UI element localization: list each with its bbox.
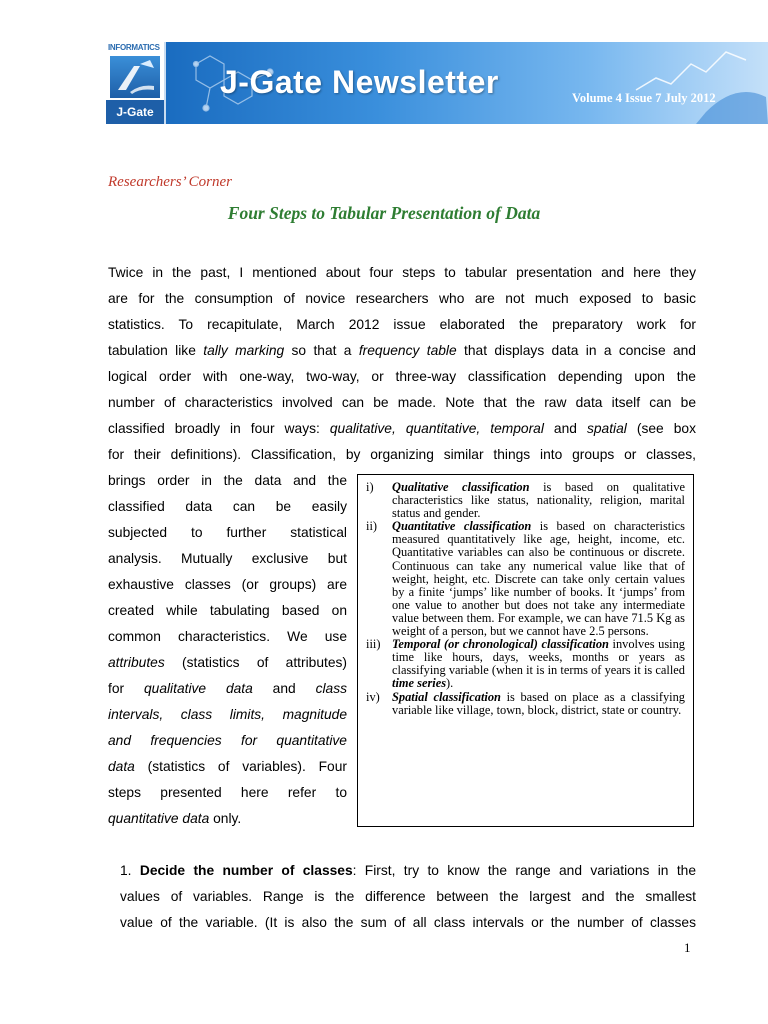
text-line: number of characteristics involved can be made. Note that the raw data itself can be xyxy=(108,395,696,410)
step-1-paragraph xyxy=(120,858,696,936)
emphasis-class: class xyxy=(315,681,347,696)
text-line: analysis. Mutually exclusive but xyxy=(108,551,347,566)
text-line xyxy=(108,650,347,676)
emphasis-qualitative-data: qualitative data xyxy=(143,681,253,696)
emphasis-attributes: attributes xyxy=(108,655,165,670)
emphasis-text: intervals, class limits, magnitude xyxy=(108,707,347,722)
text-line: steps presented here refer to xyxy=(108,785,347,800)
emphasis-spatial: spatial xyxy=(586,421,627,436)
definition-term-time-series: time series xyxy=(392,676,447,691)
text-span: (see box xyxy=(626,421,696,436)
text-line xyxy=(120,858,696,884)
text-span: so that a xyxy=(284,343,359,358)
text-line: created while tabulating based on xyxy=(108,603,347,618)
text-span: (statistics of variables). Four xyxy=(134,759,347,774)
text-line xyxy=(108,702,347,728)
definition-body: is based on qualitative characteristics like status, nationality, religion, marital status and gender. xyxy=(392,480,686,521)
definition-body: involves using time like hours, days, weeks, months or years as classifying variable (when it is in terms of years it is called xyxy=(392,637,685,678)
logo-book-icon xyxy=(110,56,160,98)
text-span: that displays data in a concise and xyxy=(456,343,696,358)
page-number: 1 xyxy=(684,940,691,955)
newsletter-banner xyxy=(106,42,768,124)
intro-paragraph xyxy=(108,260,696,468)
text-line: logical order with one-way, two-way, or three-way classification depending upon the xyxy=(108,369,696,384)
text-line xyxy=(108,416,696,442)
definition-item xyxy=(368,481,685,520)
definition-number: ii) xyxy=(366,519,378,534)
definition-item xyxy=(368,691,685,717)
article-title: Four Steps to Tabular Presentation of Data xyxy=(227,203,541,223)
text-line xyxy=(108,728,347,754)
text-line: exhaustive classes (or groups) are xyxy=(108,577,347,592)
text-span: and xyxy=(543,421,587,436)
text-span: (statistics of attributes) xyxy=(164,655,347,670)
text-span: only. xyxy=(209,811,242,826)
definition-term: Qualitative classification xyxy=(392,480,530,494)
definition-text xyxy=(392,691,685,717)
definition-term: Temporal (or chronological) classification xyxy=(392,637,609,652)
definition-term: Spatial classification xyxy=(392,689,501,704)
text-line: Twice in the past, I mentioned about four steps to tabular presentation and here they xyxy=(108,265,696,280)
issue-info: Volume 4 Issue 7 July 2012 xyxy=(572,91,716,105)
text-span: tabulation like xyxy=(108,343,204,358)
text-line: subjected to further statistical xyxy=(108,525,347,540)
logo-informatics-text: INFORMATICS xyxy=(108,43,160,52)
text-span: and xyxy=(252,681,316,696)
text-line xyxy=(108,806,347,832)
text-line xyxy=(108,338,696,364)
text-line: values of variables. Range is the difference between the largest and the smallest xyxy=(120,889,696,904)
emphasis-quantitative-data: quantitative data xyxy=(108,811,210,826)
section-label: Researchers’ Corner xyxy=(108,174,233,190)
text-span: classified broadly in four ways: xyxy=(108,421,330,436)
text-line: are for the consumption of novice researchers who are not much exposed to basic xyxy=(108,291,696,306)
left-column-paragraph xyxy=(108,468,347,832)
definition-text xyxy=(392,481,685,520)
text-line: value of the variable. (It is also the sum of all class intervals or the number of classes xyxy=(120,915,696,930)
jgate-logo xyxy=(106,42,166,124)
definition-number: iv) xyxy=(366,689,380,704)
definition-body: is based on place as a classifying variable like village, town, block, district, state or country. xyxy=(392,689,685,717)
newsletter-title: J-Gate Newsletter xyxy=(220,64,499,100)
emphasis-classification-types: qualitative, quantitative, temporal xyxy=(329,421,544,436)
emphasis-tally-marking: tally marking xyxy=(203,343,285,358)
definition-number: iii) xyxy=(366,637,381,652)
step-number: 1. xyxy=(120,863,132,878)
text-span: for xyxy=(108,681,144,696)
text-line xyxy=(108,676,347,702)
text-line: for their definitions). Classification, by organizing similar things into groups or classes, xyxy=(108,447,696,462)
definition-text xyxy=(392,638,685,690)
emphasis-text: and frequencies for quantitative xyxy=(108,733,347,748)
definition-text xyxy=(392,520,685,638)
emphasis-frequency-table: frequency table xyxy=(358,343,457,358)
step-heading: Decide the number of classes xyxy=(139,863,353,878)
text-line: statistics. To recapitulate, March 2012 issue elaborated the preparatory work for xyxy=(108,317,696,332)
definition-item xyxy=(368,520,685,638)
definition-item xyxy=(368,638,685,690)
text-span: : First, try to know the range and variations in the xyxy=(352,863,696,878)
text-line: common characteristics. We use xyxy=(108,629,347,644)
definition-number: i) xyxy=(366,480,374,494)
definition-body: ). xyxy=(446,676,454,691)
definition-body: is based on characteristics measured quantitatively like age, height, income, etc. Quantitative variables can also be continuous or discrete. Continuous can take any numerical value like that of weight, height, etc. Discrete can take only certain values by a finite ‘jumps’ like number of books. It ‘jumps’ from one value to another but does not take any intermediate value between them. For example, we can have 71.5 Kg as weight of a person, but we cannot have 2.5 persons. xyxy=(392,519,686,639)
classification-definitions-box xyxy=(357,474,694,827)
definition-term: Quantitative classification xyxy=(392,519,532,534)
text-line: brings order in the data and the xyxy=(108,473,347,488)
logo-jgate-text: J-Gate xyxy=(106,100,164,124)
emphasis-data: data xyxy=(108,759,135,774)
text-line xyxy=(108,754,347,780)
text-line: classified data can be easily xyxy=(108,499,347,514)
